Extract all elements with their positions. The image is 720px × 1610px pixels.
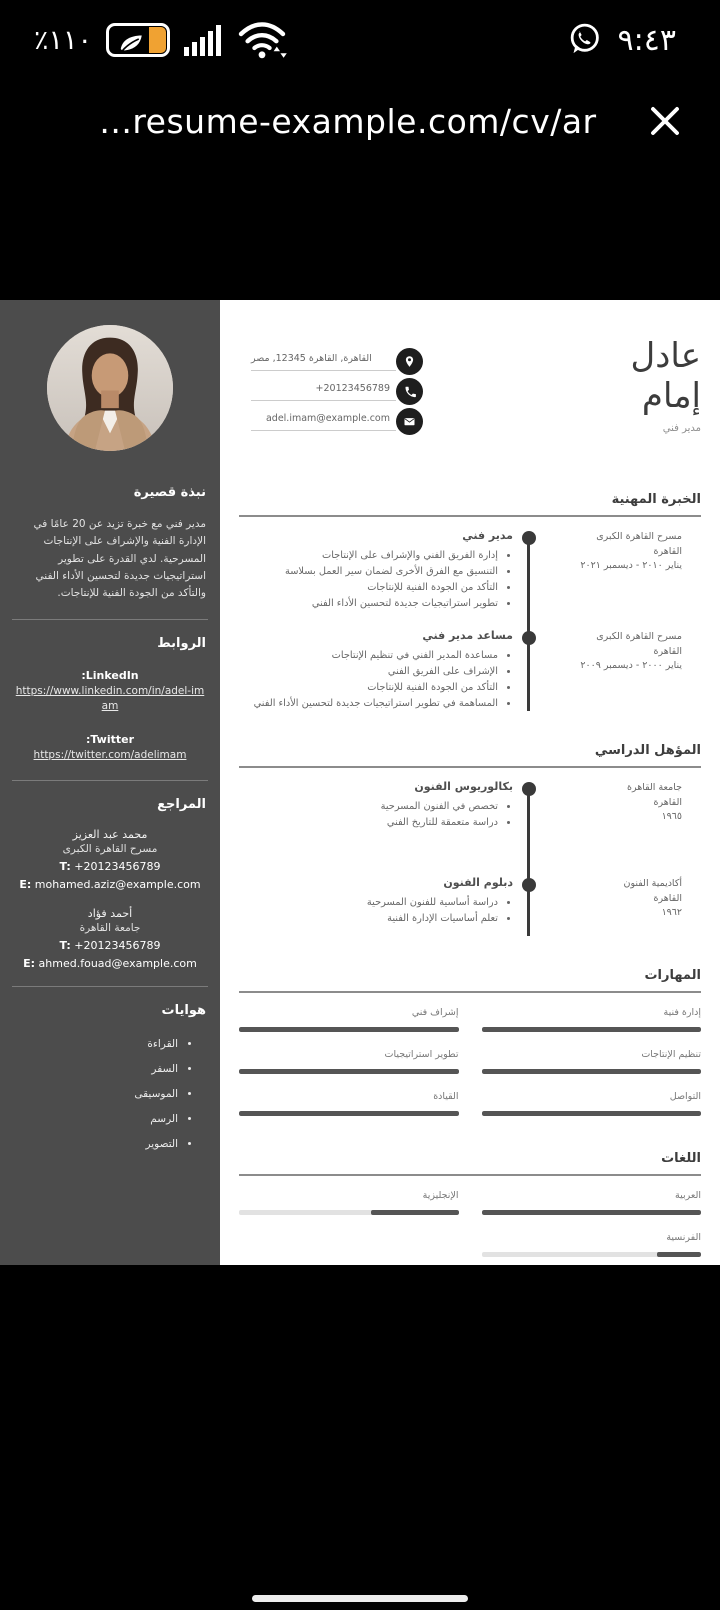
skill-bar-track: [482, 1111, 702, 1116]
skill-meter: [239, 1049, 459, 1074]
timeline-dot: [522, 782, 536, 796]
close-icon: [647, 103, 683, 139]
skill-label: إدارة فنية: [663, 1007, 701, 1018]
reference-org: جامعة القاهرة: [79, 921, 141, 934]
avatar: [47, 325, 173, 451]
languages-title: اللغات: [661, 1151, 701, 1166]
timeline-dot: [522, 878, 536, 892]
contact-address-row: [251, 348, 423, 375]
language-bar-fill: [657, 1252, 701, 1257]
skill-bar-fill: [239, 1111, 459, 1116]
contact-block: [251, 348, 423, 438]
education-entry: [239, 780, 701, 876]
reference-email: [14, 878, 206, 891]
language-meter: [239, 1190, 459, 1215]
list-item: • إدارة الفريق الفني والإشراف على الإنتاجات: [239, 548, 498, 564]
entry-role: مدير فني: [462, 529, 513, 542]
skill-label: إشراف فني: [411, 1007, 459, 1018]
name-block: [631, 336, 702, 434]
skill-meter: [482, 1091, 702, 1116]
about-text: مدير فني مع خبرة تزيد عن 20 عامًا في الإدارة الفنية والإشراف على الإنتاجات المسرحية. لدي القدرة على تطوير استراتيجيات جديدة لتحسين الأداء الفني والتأكد من الجودة الفنية للإنتاجات.: [33, 518, 206, 600]
entry-city: القاهرة: [653, 645, 682, 657]
phone-value: +20123456789: [74, 859, 161, 873]
skills-title: المهارات: [644, 968, 701, 983]
entry-org: جامعة القاهرة: [626, 782, 682, 793]
envelope-icon: [396, 408, 423, 435]
hobbies-list: [14, 1038, 206, 1150]
entry-meta: [542, 781, 682, 825]
reference-org: مسرح القاهرة الكبرى: [62, 842, 158, 855]
sidebar-divider: [12, 780, 208, 781]
gesture-handle[interactable]: [252, 1595, 468, 1602]
entry-meta: [542, 630, 682, 674]
linkedin-link[interactable]: https://www.linkedin.com/in/adel-imam: [15, 684, 205, 713]
reference-item: [14, 907, 206, 970]
skill-bar-fill: [482, 1111, 702, 1116]
list-item: • دراسة أساسية للفنون المسرحية: [239, 895, 498, 911]
experience-title: الخبرة المهنية: [611, 492, 701, 507]
language-bar-track: [482, 1252, 702, 1257]
entry-meta: [542, 877, 682, 921]
section-divider: [239, 515, 701, 517]
job-title: مدير فني: [662, 423, 701, 435]
sidebar-divider: [12, 986, 208, 987]
contact-phone[interactable]: +20123456789: [251, 383, 396, 401]
education-timeline: [239, 780, 701, 950]
skills-grid: [239, 1007, 701, 1133]
entry-dates: يناير ٢٠٠٠ - ديسمبر ٢٠٠٩: [580, 660, 682, 672]
last-name: إمام: [641, 376, 701, 417]
list-item: • تخصص في الفنون المسرحية: [239, 799, 498, 815]
entry-role: مساعد مدير فني: [422, 629, 513, 642]
sidebar-references-section: [0, 797, 220, 970]
education-title: المؤهل الدراسي: [594, 743, 701, 758]
skill-label: تطوير استراتيجيات: [384, 1049, 459, 1060]
list-item: • المساهمة في تطوير استراتيجيات جديدة لتحسين الأداء الفني: [239, 696, 498, 712]
skill-label: تنظيم الإنتاجات: [641, 1049, 701, 1060]
experience-entry: [239, 529, 701, 629]
timeline-dot: [522, 531, 536, 545]
resume-sidebar: [0, 300, 220, 1265]
contact-email-row: [251, 408, 423, 435]
entry-org: مسرح القاهرة الكبرى: [596, 531, 682, 542]
sidebar-about-section: [0, 485, 220, 603]
sidebar-hobbies-section: [0, 1003, 220, 1150]
section-divider: [239, 1174, 701, 1176]
resume-header: [239, 332, 701, 474]
section-divider: [239, 766, 701, 768]
education-section: [239, 743, 701, 950]
profile-photo-illustration: [47, 325, 173, 451]
list-item: • تطوير استراتيجيات جديدة لتحسين الأداء الفني: [239, 596, 498, 612]
list-item: • الرسم: [14, 1113, 178, 1125]
phone-label: T:: [59, 938, 71, 952]
list-item: • التنسيق مع الفرق الأخرى لضمان سير العمل بسلاسة: [239, 564, 498, 580]
cellular-signal-icon: [184, 23, 224, 57]
status-left-group: [34, 20, 290, 60]
phone-label: T:: [59, 859, 71, 873]
list-item: • الإشراف على الفريق الفني: [239, 664, 498, 680]
skill-meter: [239, 1007, 459, 1032]
entry-meta: [542, 530, 682, 574]
entry-city: القاهرة: [653, 545, 682, 557]
language-meter: [482, 1190, 702, 1215]
language-label: الفرنسية: [666, 1232, 701, 1243]
reference-name: أحمد فؤاد: [87, 906, 133, 920]
reference-phone: [14, 939, 206, 952]
resume-page: [0, 300, 720, 1265]
about-title: نبذة قصيرة: [133, 485, 206, 500]
email-value: mohamed.aziz@example.com: [34, 877, 201, 891]
sidebar-links-section: [0, 636, 220, 764]
reference-email: [14, 957, 206, 970]
language-label: الإنجليزية: [422, 1190, 459, 1201]
close-button[interactable]: [610, 103, 720, 139]
entry-bullets: [239, 648, 513, 711]
url-bar[interactable]: [0, 80, 720, 162]
list-item: • دراسة متعمقة للتاريخ الفني: [239, 815, 498, 831]
skill-meter: [482, 1049, 702, 1074]
skill-meter: [482, 1007, 702, 1032]
list-item: • مساعدة المدير الفني في تنظيم الإنتاجات: [239, 648, 498, 664]
entry-dates: يناير ٢٠١٠ - ديسمبر ٢٠٢١: [580, 560, 682, 572]
entry-bullets: [239, 548, 513, 611]
twitter-label: Twitter:: [85, 733, 135, 747]
skill-meter: [239, 1091, 459, 1116]
email-label: E:: [19, 877, 32, 891]
skill-bar-fill: [482, 1069, 702, 1074]
whatsapp-icon: [564, 20, 604, 60]
language-bar-fill: [482, 1210, 702, 1215]
language-bar-track: [482, 1210, 702, 1215]
section-divider: [239, 991, 701, 993]
phone-value: +20123456789: [74, 938, 161, 952]
entry-city: القاهرة: [653, 892, 682, 904]
leaf-glyph: [117, 30, 147, 56]
linkedin-label: LinkedIn:: [81, 668, 139, 682]
first-name: عادل: [630, 336, 701, 376]
skill-label: القيادة: [433, 1091, 459, 1102]
hobbies-title: هوايات: [161, 1002, 206, 1018]
links-title: الروابط: [157, 635, 206, 651]
wifi-icon: [238, 20, 290, 60]
education-entry: [239, 876, 701, 950]
email-value: ahmed.fouad@example.com: [38, 956, 197, 970]
skill-bar-track: [482, 1069, 702, 1074]
list-item: • تعلم أساسيات الإدارة الفنية: [239, 911, 498, 927]
reference-name: محمد عبد العزيز: [72, 827, 148, 841]
reference-item: [14, 828, 206, 891]
contact-address: القاهرة, القاهرة 12345, مصر: [251, 353, 396, 371]
entry-org: أكاديمية الفنون: [623, 878, 682, 889]
entry-degree: بكالوريوس الفنون: [414, 780, 513, 793]
list-item: • الموسيقى: [14, 1088, 178, 1100]
phone-icon: [396, 378, 423, 405]
reference-phone: [14, 860, 206, 873]
skill-bar-track: [239, 1027, 459, 1032]
language-bar-track: [239, 1210, 459, 1215]
experience-entry: [239, 629, 701, 725]
experience-timeline: [239, 529, 701, 725]
language-bar-fill: [371, 1210, 459, 1215]
references-title: المراجع: [157, 796, 206, 812]
twitter-link[interactable]: https://twitter.com/adelimam: [33, 749, 187, 762]
location-pin-icon: [396, 348, 423, 375]
skills-section: [239, 968, 701, 1133]
list-item: • التأكد من الجودة الفنية للإنتاجات: [239, 680, 498, 696]
skill-bar-fill: [239, 1069, 459, 1074]
sidebar-divider: [12, 619, 208, 620]
skill-bar-fill: [482, 1027, 702, 1032]
skill-label: التواصل: [669, 1091, 701, 1102]
entry-dates: ١٩٦٥: [661, 811, 682, 823]
skill-bar-track: [482, 1027, 702, 1032]
entry-degree: دبلوم الفنون: [443, 876, 513, 889]
language-meter: [482, 1232, 702, 1257]
url-text[interactable]: ...resume-example.com/cv/ar: [99, 101, 597, 141]
status-right-group: [564, 20, 676, 60]
list-item: [14, 733, 206, 764]
battery-charge-fill: [149, 27, 166, 53]
list-item: • السفر: [14, 1063, 178, 1075]
entry-bullets: [239, 799, 513, 831]
entry-dates: ١٩٦٢: [661, 907, 682, 919]
clock-text: ٩:٤٣: [617, 22, 676, 58]
languages-grid: [239, 1190, 701, 1274]
skill-bar-track: [239, 1069, 459, 1074]
resume-main: [220, 300, 720, 1265]
list-item: • التصوير: [14, 1138, 178, 1150]
contact-email[interactable]: adel.imam@example.com: [251, 413, 396, 431]
entry-org: مسرح القاهرة الكبرى: [596, 631, 682, 642]
battery-percent-text: ٪١١٠: [34, 24, 93, 56]
languages-section: [239, 1151, 701, 1274]
status-bar: [0, 0, 720, 80]
skill-bar-fill: [239, 1027, 459, 1032]
battery-saver-leaf-icon: [106, 23, 170, 57]
entry-bullets: [239, 895, 513, 927]
contact-phone-row: [251, 378, 423, 405]
list-item: • القراءة: [14, 1038, 178, 1050]
list-item: • التأكد من الجودة الفنية للإنتاجات: [239, 580, 498, 596]
skill-bar-track: [239, 1111, 459, 1116]
experience-section: [239, 492, 701, 725]
entry-city: القاهرة: [653, 796, 682, 808]
language-label: العربية: [675, 1190, 701, 1201]
list-item: [14, 669, 206, 716]
email-label: E:: [23, 956, 36, 970]
timeline-dot: [522, 631, 536, 645]
